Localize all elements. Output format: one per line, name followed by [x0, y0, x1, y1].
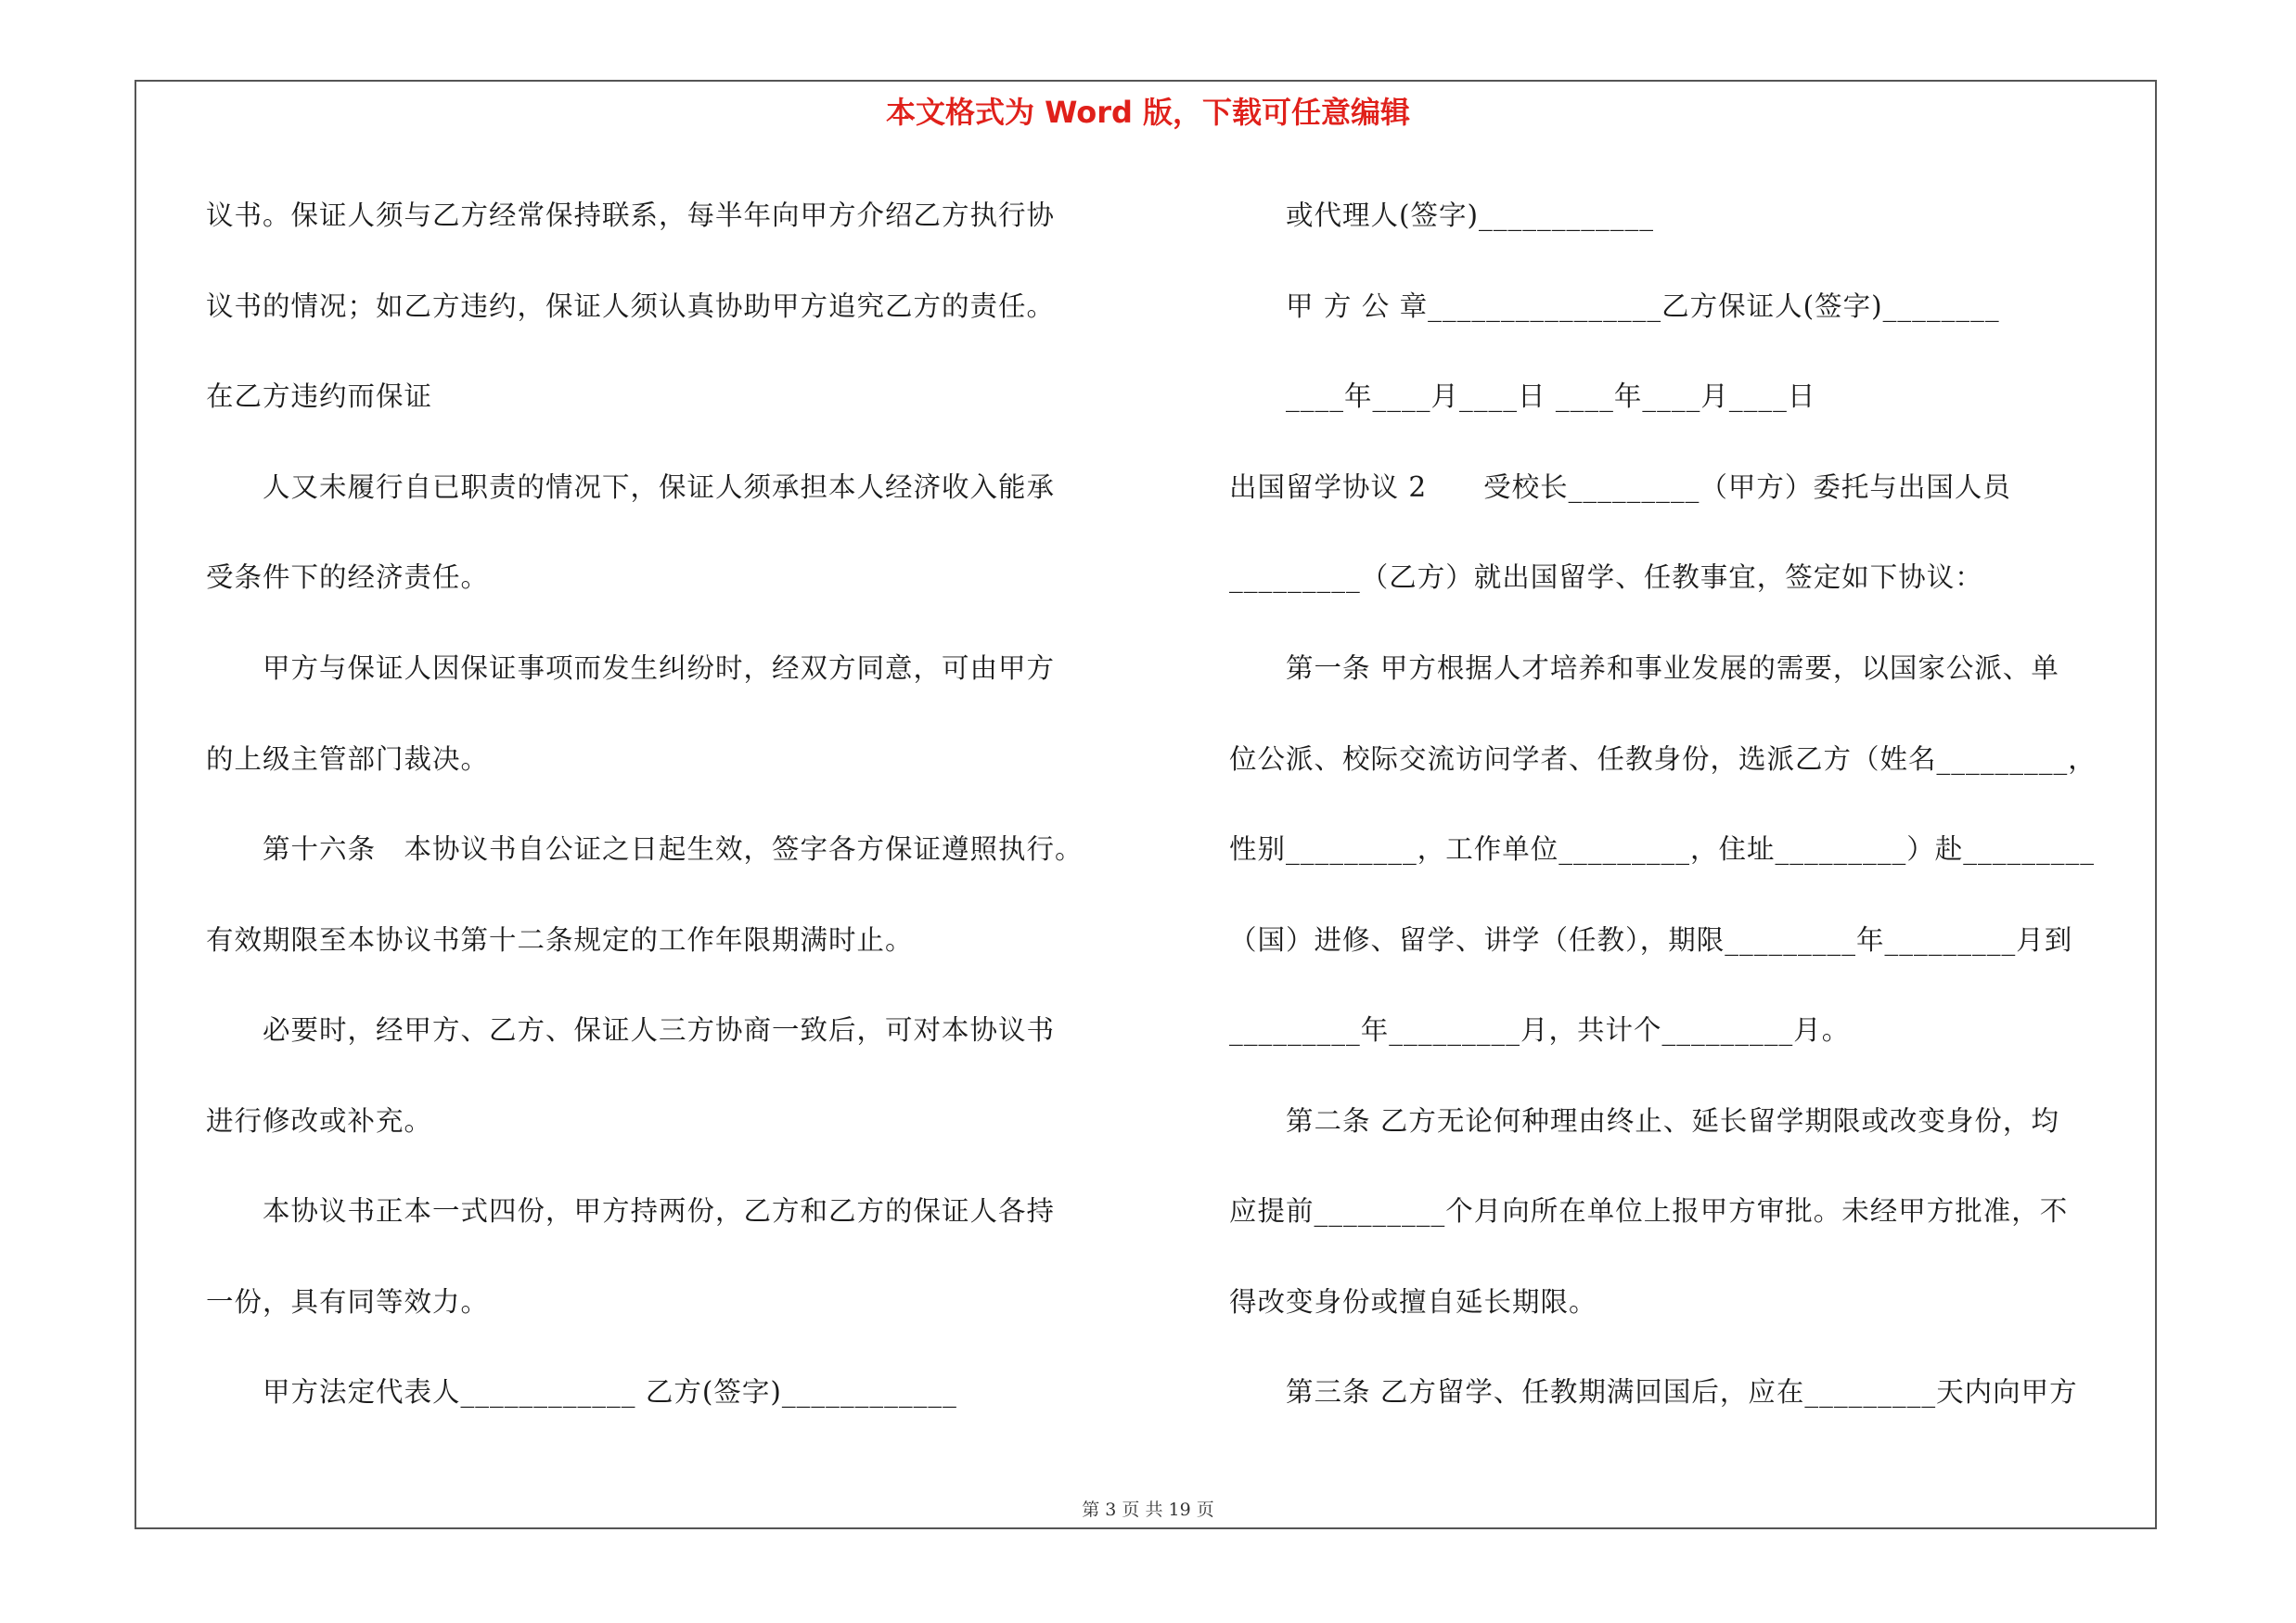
- text-line: 进行修改或补充。: [206, 1105, 433, 1137]
- text-line: 人又未履行自已职责的情况下，保证人须承担本人经济收入能承: [206, 471, 1056, 503]
- text-line: 受条件下的经济责任。: [206, 561, 490, 593]
- text-line: 第十六条 本协议书自公证之日起生效，签字各方保证遵照执行。: [206, 833, 1084, 865]
- text-line: 的上级主管部门裁决。: [206, 743, 490, 775]
- text-line: 在乙方违约而保证: [206, 380, 433, 412]
- word-format-banner: 本文格式为 Word 版，下载可任意编辑: [885, 95, 1411, 130]
- text-line: 出国留学协议 2 受校长_________（甲方）委托与出国人员: [1229, 471, 2011, 503]
- text-line: 得改变身份或擅自延长期限。: [1229, 1286, 1597, 1318]
- text-line: 甲方与保证人因保证事项而发生纠纷时，经双方同意，可由甲方: [206, 652, 1056, 684]
- signature-line: 或代理人(签字)____________: [1229, 200, 1655, 231]
- text-line: 本协议书正本一式四份，甲方持两份，乙方和乙方的保证人各持: [206, 1195, 1056, 1227]
- text-line: 第三条 乙方留学、任教期满回国后，应在_________天内向甲方: [1229, 1376, 2078, 1408]
- text-line: 议书的情况；如乙方违约，保证人须认真协助甲方追究乙方的责任。: [206, 290, 1056, 322]
- signature-line: 甲 方 公 章________________乙方保证人(签字)________: [1229, 290, 2000, 322]
- text-line: 一份，具有同等效力。: [206, 1286, 490, 1318]
- text-line: _________（乙方）就出国留学、任教事宜，签定如下协议：: [1229, 561, 1983, 593]
- page-number: 第 3 页 共 19 页: [1082, 1500, 1214, 1520]
- signature-line: 甲方法定代表人____________ 乙方(签字)____________: [206, 1376, 957, 1408]
- text-line: _________年_________月，共计个_________月。: [1229, 1014, 1851, 1046]
- text-line: 议书。保证人须与乙方经常保持联系，每半年向甲方介绍乙方执行协: [206, 200, 1056, 231]
- text-line: 第二条 乙方无论何种理由终止、延长留学期限或改变身份，均: [1229, 1105, 2059, 1137]
- text-line: 位公派、校际交流访问学者、任教身份，选派乙方（姓名_________，: [1229, 743, 2097, 775]
- text-line: 第一条 甲方根据人才培养和事业发展的需要，以国家公派、单: [1229, 652, 2059, 684]
- text-line: 有效期限至本协议书第十二条规定的工作年限期满时止。: [206, 924, 914, 956]
- text-line: 必要时，经甲方、乙方、保证人三方协商一致后，可对本协议书: [206, 1014, 1056, 1046]
- text-line: （国）进修、留学、讲学（任教），期限_________年_________月到: [1229, 924, 2073, 956]
- text-line: 性别_________，工作单位_________，住址_________）赴_________: [1229, 833, 2096, 865]
- text-line: 应提前_________个月向所在单位上报甲方审批。未经甲方批准，不: [1229, 1195, 2069, 1227]
- date-line: ____年____月____日 ____年____月____日: [1229, 380, 1816, 412]
